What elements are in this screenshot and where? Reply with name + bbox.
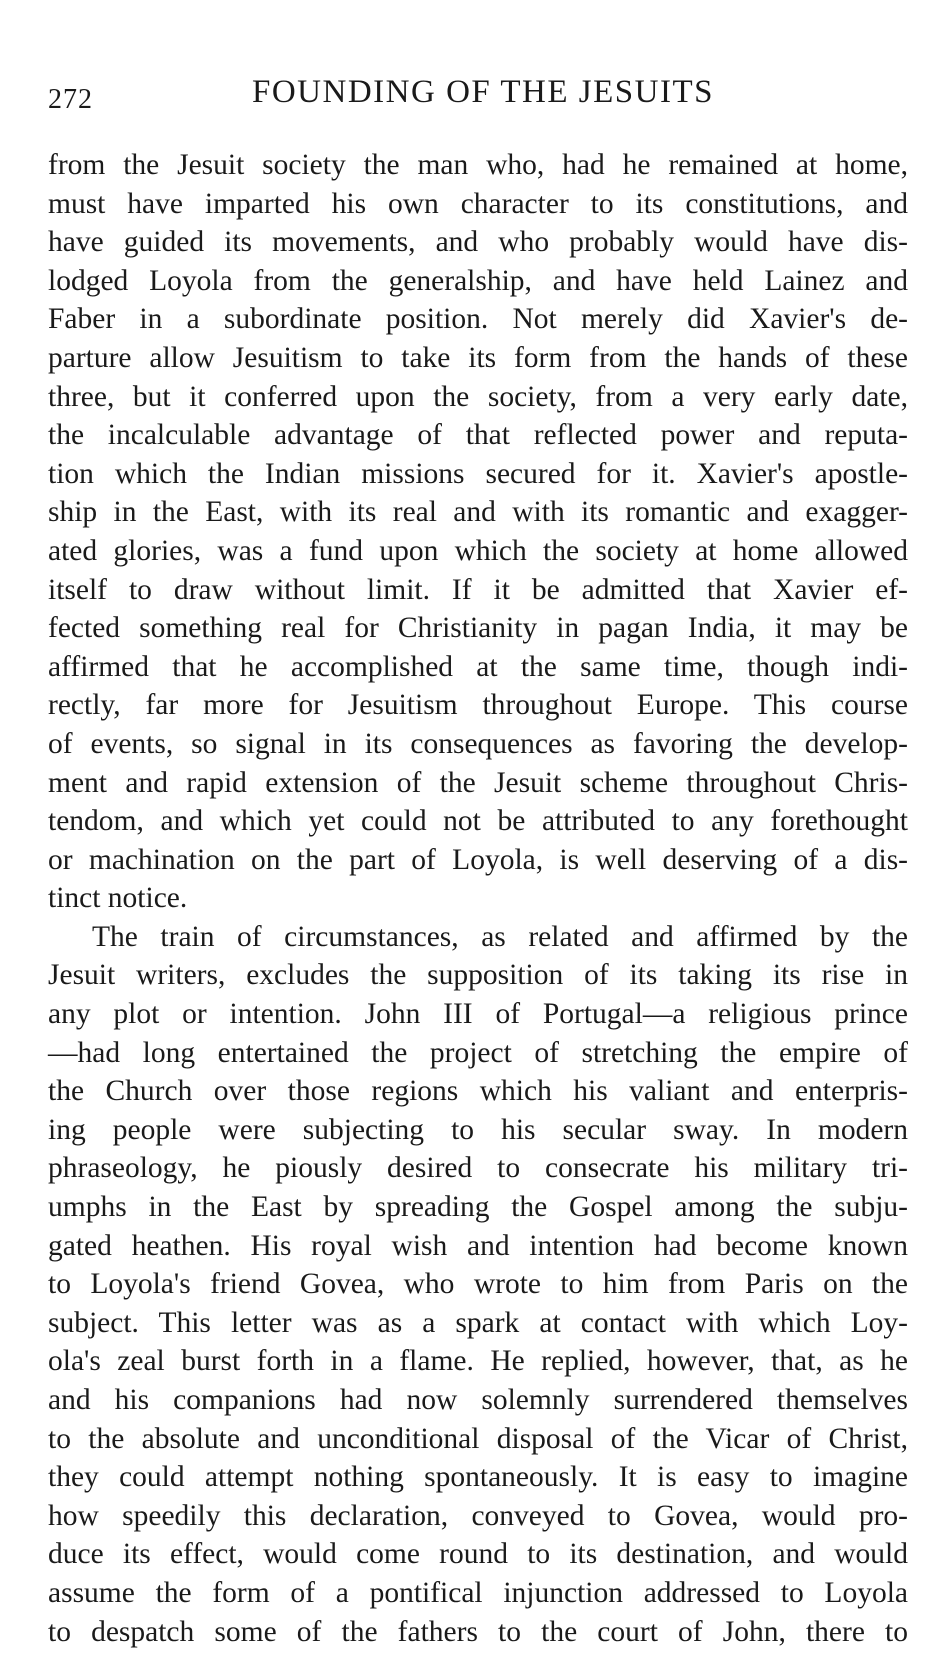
text-line: must have imparted his own character to its constitutions, and xyxy=(48,187,908,220)
text-line: ated glories, was a fund upon which the society at home allowed xyxy=(48,534,908,567)
text-line: ship in the East, with its real and with its romantic and exagger- xyxy=(48,496,908,529)
text-line: the incalculable advantage of that reflected power and reputa- xyxy=(48,419,908,452)
text-line: rectly, far more for Jesuitism throughout Europe. This course xyxy=(48,689,908,722)
text-line: and his companions had now solemnly surrendered themselves xyxy=(48,1384,908,1416)
text-line: tion which the Indian missions secured for it. Xavier's apostle- xyxy=(48,457,908,490)
text-line: Jesuit writers, excludes the supposition of its taking its rise in xyxy=(48,959,908,992)
text-line: they could attempt nothing spontaneously. It is easy to imagine xyxy=(48,1461,908,1494)
text-line: itself to draw without limit. If it be admitted that Xavier ef- xyxy=(48,573,908,606)
text-line: duce its effect, would come round to its destination, and would xyxy=(48,1538,908,1571)
text-line: affirmed that he accomplished at the same time, though indi- xyxy=(48,650,908,683)
text-line: of events, so signal in its consequences as favoring the develop- xyxy=(48,727,908,760)
text-line: to Loyola's friend Govea, who wrote to him from Paris on the xyxy=(48,1268,908,1301)
text-line: the Church over those regions which his valiant and enterpris- xyxy=(48,1075,908,1108)
text-line: The train of circumstances, as related and affirmed by the xyxy=(92,920,908,953)
text-line: to the absolute and unconditional disposal of the Vicar of Christ, xyxy=(48,1422,908,1455)
text-line: ola's zeal burst forth in a flame. He replied, however, that, as he xyxy=(48,1345,908,1378)
text-line: phraseology, he piously desired to consecrate his military tri- xyxy=(48,1152,908,1185)
text-line: from the Jesuit society the man who, had he remained at home, xyxy=(48,149,908,181)
page-number: 272 xyxy=(48,84,93,115)
text-line: three, but it conferred upon the society, from a very early date, xyxy=(48,380,908,413)
paragraph-1 xyxy=(48,146,908,918)
book-page xyxy=(48,0,908,1651)
text-line: any plot or intention. John III of Portugal—a religious prince xyxy=(48,998,908,1031)
running-title: FOUNDING OF THE JESUITS xyxy=(251,74,714,110)
text-line: ing people were subjecting to his secular sway. In modern xyxy=(48,1113,908,1146)
text-line: or machination on the part of Loyola, is well deserving of a dis- xyxy=(48,843,908,876)
paragraph-2 xyxy=(48,918,908,1651)
text-line: ment and rapid extension of the Jesuit scheme throughout Chris- xyxy=(48,766,908,799)
running-head xyxy=(48,74,908,134)
text-line: parture allow Jesuitism to take its form from the hands of these xyxy=(48,341,908,374)
text-line: Faber in a subordinate position. Not merely did Xavier's de- xyxy=(48,303,908,336)
body-text xyxy=(48,146,908,1651)
text-line: subject. This letter was as a spark at contact with which Loy- xyxy=(48,1306,908,1339)
text-line: how speedily this declaration, conveyed to Govea, would pro- xyxy=(48,1499,908,1532)
text-line: lodged Loyola from the generalship, and have held Lainez and xyxy=(48,264,908,297)
text-line: tendom, and which yet could not be attributed to any forethought xyxy=(48,805,908,838)
text-line: fected something real for Christianity in pagan India, it may be xyxy=(48,612,908,645)
text-line: to despatch some of the fathers to the court of John, there to xyxy=(48,1615,908,1648)
text-line: umphs in the East by spreading the Gospel among the subju- xyxy=(48,1191,908,1224)
text-line: —had long entertained the project of stretching the empire of xyxy=(48,1036,908,1069)
text-line: tinct notice. xyxy=(48,882,188,915)
text-line: gated heathen. His royal wish and intention had become known xyxy=(48,1229,908,1262)
text-line: have guided its movements, and who probably would have dis- xyxy=(48,226,908,259)
text-line: assume the form of a pontifical injunction addressed to Loyola xyxy=(48,1576,908,1609)
